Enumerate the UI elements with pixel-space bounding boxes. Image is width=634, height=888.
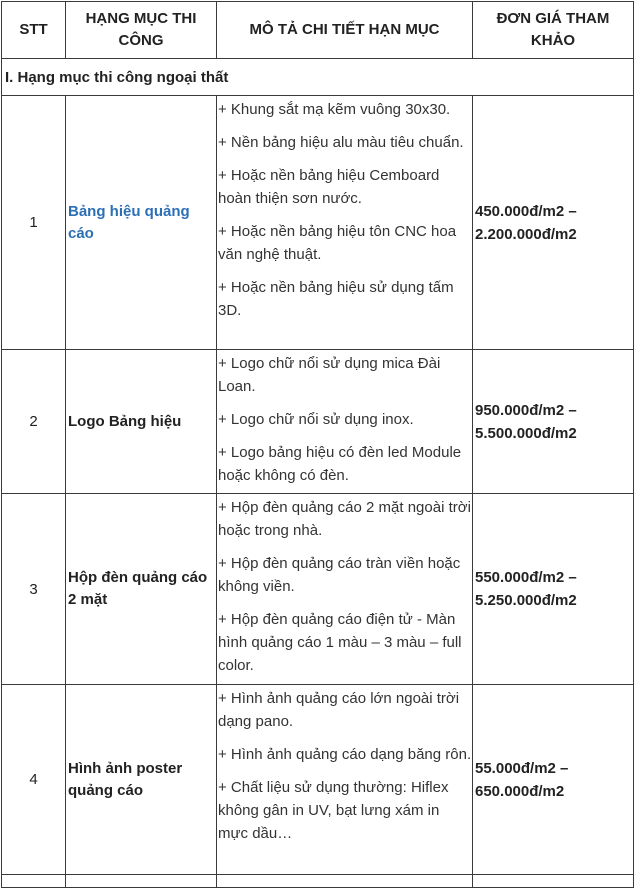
price-to: 5.250.000đ/m2 [475, 592, 577, 609]
header-stt: STT [2, 2, 66, 59]
partial-cell [473, 875, 634, 888]
row-description [217, 685, 473, 875]
row-item: Logo Bảng hiệu [66, 350, 217, 494]
description-line: + Hộp đèn quảng cáo 2 mặt ngoài trời hoặc trong nhà. [218, 499, 471, 539]
partial-cell [2, 875, 66, 888]
description-line: + Khung sắt mạ kẽm vuông 30x30. [218, 101, 451, 118]
description-line: + Logo chữ nổi sử dụng mica Đài Loan. [218, 355, 441, 395]
description-line: + Logo chữ nổi sử dụng inox. [218, 411, 414, 428]
partial-cell [66, 875, 217, 888]
description-line: + Hình ảnh quảng cáo lớn ngoài trời dạng pano. [218, 690, 460, 730]
description-line: + Nền bảng hiệu alu màu tiêu chuẩn. [218, 134, 464, 151]
row-item-cell [66, 96, 217, 350]
table-header-row [2, 2, 634, 59]
price-from: 950.000đ/m2 – [475, 401, 577, 419]
row-description [217, 96, 473, 350]
row-price [473, 350, 634, 494]
description-line: + Hộp đèn quảng cáo điện tử - Màn hình quảng cáo 1 màu – 3 màu – full color. [218, 611, 462, 674]
price-table [1, 1, 634, 888]
price-to: 650.000đ/m2 [475, 782, 565, 800]
row-price [473, 685, 634, 875]
header-description: MÔ TẢ CHI TIẾT HẠN MỤC [217, 2, 473, 59]
row-description [217, 494, 473, 685]
table-row [2, 685, 634, 875]
section-title: I. Hạng mục thi công ngoại thất [2, 59, 634, 96]
header-price: ĐƠN GIÁ THAM KHẢO [473, 2, 634, 59]
description-line: + Hình ảnh quảng cáo dạng băng rôn. [218, 746, 472, 763]
row-item: Hộp đèn quảng cáo 2 mặt [66, 494, 217, 685]
item-link[interactable]: Bảng hiệu quảng cáo [68, 202, 190, 242]
description-line: + Hoặc nền bảng hiệu tôn CNC hoa văn nghệ thuật. [218, 223, 457, 263]
row-stt: 3 [2, 494, 66, 685]
row-stt: 4 [2, 685, 66, 875]
row-price [473, 494, 634, 685]
table-row [2, 96, 634, 350]
table-row [2, 350, 634, 494]
price-to: 5.500.000đ/m2 [475, 424, 577, 442]
partial-cell [217, 875, 473, 888]
row-price [473, 96, 634, 350]
row-item: Hình ảnh poster quảng cáo [66, 685, 217, 875]
row-stt: 1 [2, 96, 66, 350]
row-description [217, 350, 473, 494]
price-from: 450.000đ/m2 – [475, 202, 577, 220]
section-row [2, 59, 634, 96]
header-item: HẠNG MỤC THI CÔNG [66, 2, 217, 59]
row-stt: 2 [2, 350, 66, 494]
description-line: + Logo bảng hiệu có đèn led Module hoặc không có đèn. [218, 444, 462, 484]
price-to: 2.200.000đ/m2 [475, 225, 577, 243]
table-row-partial [2, 875, 634, 888]
price-from: 550.000đ/m2 – [475, 569, 577, 586]
description-line: + Hộp đèn quảng cáo tràn viền hoặc không viền. [218, 555, 461, 595]
description-line: + Hoặc nền bảng hiệu sử dụng tấm 3D. [218, 279, 454, 319]
description-line: + Chất liệu sử dụng thường: Hiflex không gân in UV, bạt lưng xám in mực dầu… [218, 779, 449, 842]
description-line: + Hoặc nền bảng hiệu Cemboard hoàn thiện sơn nước. [218, 167, 440, 207]
table-row [2, 494, 634, 685]
price-from: 55.000đ/m2 – [475, 759, 569, 777]
